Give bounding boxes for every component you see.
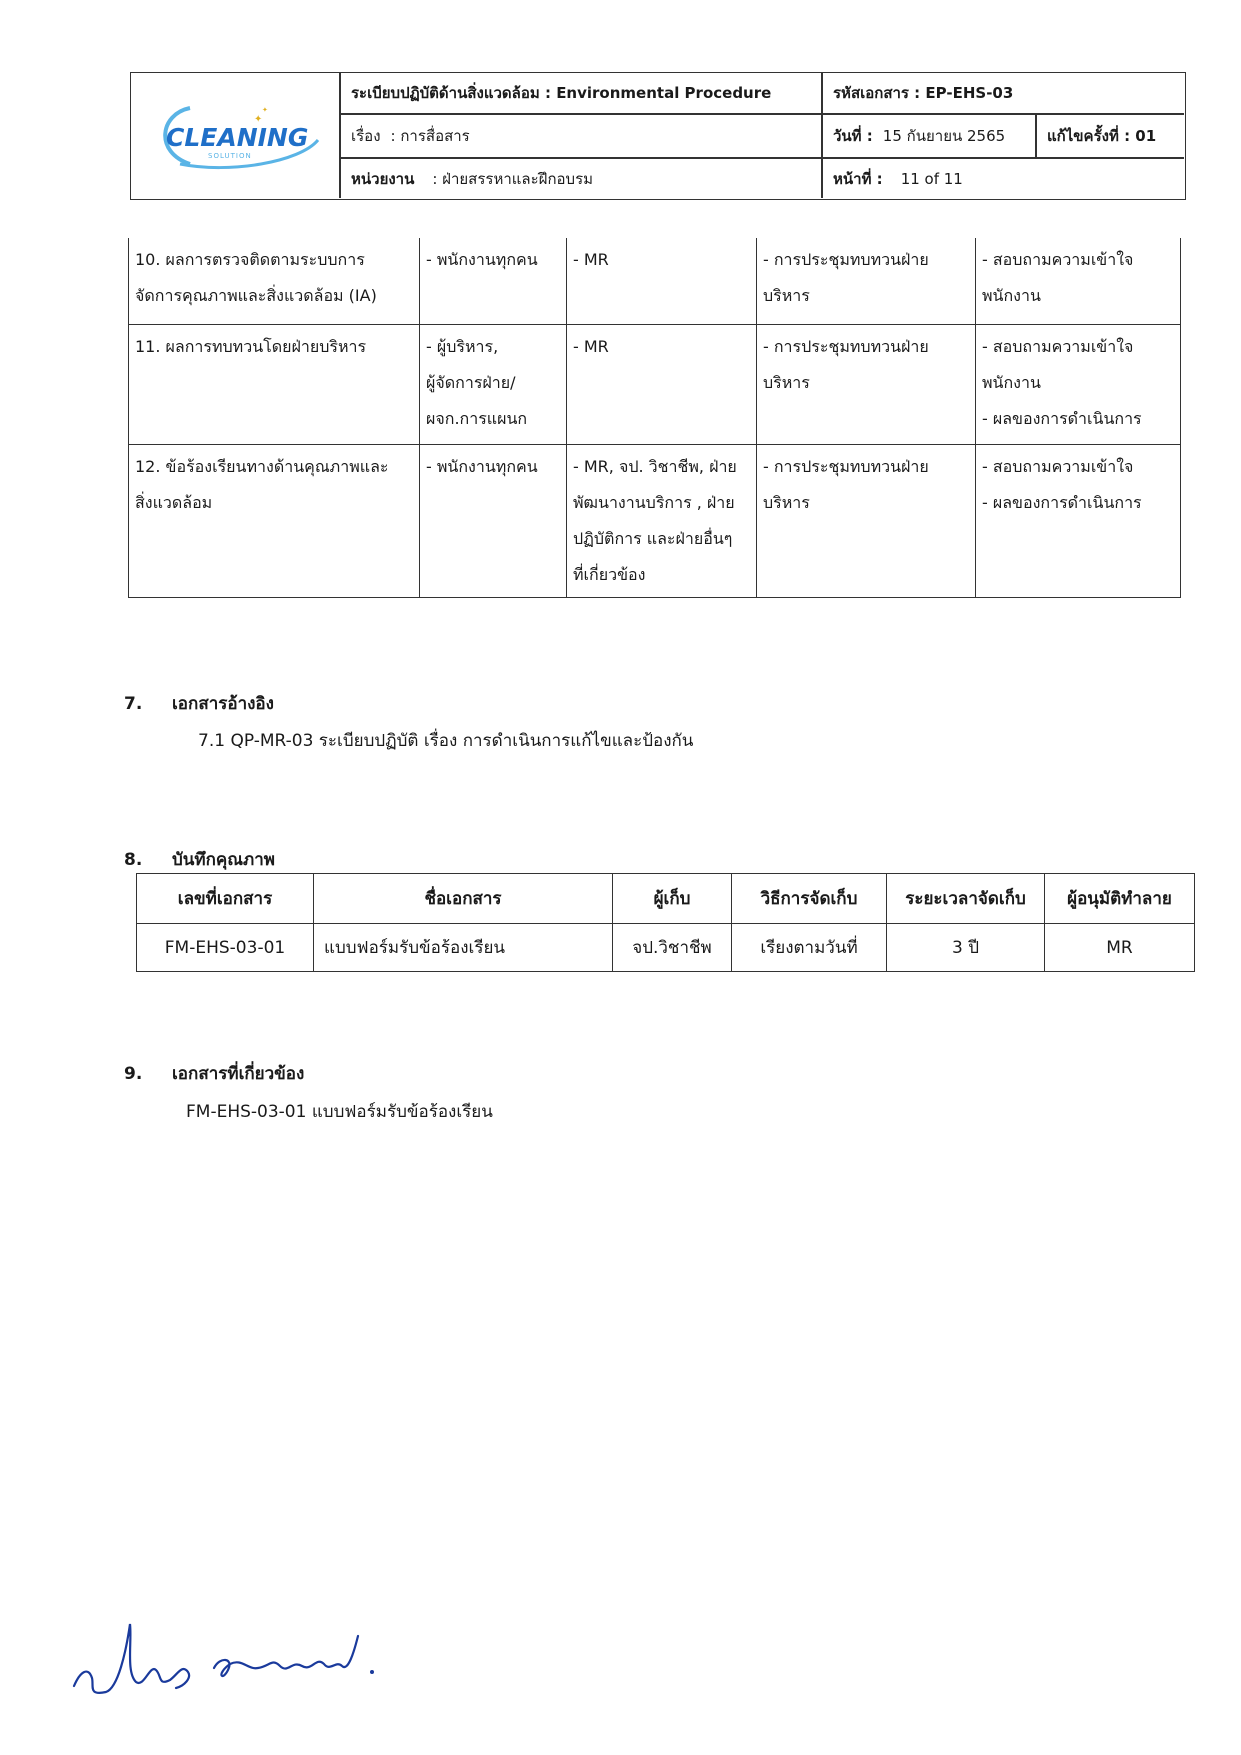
cell-channel: [757, 444, 976, 597]
cell-topic: [129, 444, 420, 597]
subject-value: : การสื่อสาร: [390, 127, 470, 145]
cell-evaluation: [976, 444, 1181, 597]
cell-line: - สอบถามความเข้าใจ: [982, 336, 1134, 356]
cell-topic: [129, 324, 420, 444]
cell-evaluation: [976, 238, 1181, 324]
table-cell: จป.วิชาชีพ: [613, 924, 732, 972]
logo-wordmark: CLEANING: [166, 123, 309, 152]
department-row: [341, 159, 821, 199]
table-header-row: [137, 874, 1195, 924]
procedure-title: ระเบียบปฏิบัติด้านสิ่งแวดล้อม : Environmental Procedure: [351, 84, 772, 102]
sparkle-icon: ✦: [262, 106, 268, 114]
cell-responsible: [567, 324, 757, 444]
cell-line: - MR: [573, 250, 609, 269]
table-cell: แบบฟอร์มรับข้อร้องเรียน: [314, 924, 613, 972]
table-row: [129, 324, 1181, 444]
sparkle-icon: ✦: [254, 114, 263, 125]
cell-channel: [757, 238, 976, 324]
cell-line: จัดการคุณภาพและสิ่งแวดล้อม (IA): [135, 286, 377, 305]
logo-subtext: SOLUTION: [208, 152, 252, 160]
cell-line: 11. ผลการทบทวนโดยฝ่ายบริหาร: [135, 336, 367, 356]
date-value: 15 กันยายน 2565: [882, 127, 1006, 145]
cell-line: - สอบถามความเข้าใจ: [982, 456, 1134, 476]
section-7-heading: [124, 690, 274, 717]
table-cell: เรียงตามวันที่: [732, 924, 887, 972]
cleaning-solution-logo: [150, 100, 325, 172]
cell-audience: [420, 324, 567, 444]
cell-line: ปฏิบัติการ และฝ่ายอื่นๆ: [573, 528, 733, 548]
cell-line: - พนักงานทุกคน: [426, 456, 538, 476]
cell-line: - พนักงานทุกคน: [426, 250, 538, 269]
section-title: เอกสารอ้างอิง: [172, 694, 274, 714]
cell-line: - ผู้บริหาร,: [426, 336, 499, 356]
cell-line: พัฒนางานบริการ , ฝ่าย: [573, 492, 735, 512]
cell-audience: [420, 238, 567, 324]
handwritten-signature: [66, 1612, 386, 1708]
date-label: วันที่ :: [833, 127, 873, 145]
section-9-item: FM-EHS-03-01 แบบฟอร์มรับข้อร้องเรียน: [186, 1102, 493, 1122]
page-value: 11 of 11: [900, 170, 963, 188]
department-value: : ฝ่ายสรรหาและฝึกอบรม: [432, 170, 594, 188]
cell-line: บริหาร: [763, 372, 810, 392]
document-code: รหัสเอกสาร : EP-EHS-03: [833, 84, 1014, 102]
table-row: [137, 924, 1195, 972]
section-title: บันทึกคุณภาพ: [172, 850, 276, 870]
cell-line: ผู้จัดการฝ่าย/: [426, 372, 516, 392]
subject-row: [341, 115, 821, 157]
section-title: เอกสารที่เกี่ยวข้อง: [172, 1064, 305, 1084]
column-header: วิธีการจัดเก็บ: [732, 874, 887, 924]
cell-line: - การประชุมทบทวนฝ่าย: [763, 456, 929, 476]
column-header: ชื่อเอกสาร: [314, 874, 613, 924]
column-header: ผู้เก็บ: [613, 874, 732, 924]
page-row: [823, 159, 1183, 199]
cell-line: - MR: [573, 336, 609, 356]
cell-line: ผจก.การแผนก: [426, 408, 528, 428]
cell-line: - การประชุมทบทวนฝ่าย: [763, 336, 929, 356]
cell-line: - ผลของการดำเนินการ: [982, 492, 1142, 512]
section-number: 7.: [124, 694, 143, 714]
cell-line: - ผลของการดำเนินการ: [982, 408, 1142, 428]
communication-table: [128, 238, 1181, 598]
cell-responsible: [567, 238, 757, 324]
section-7-item: 7.1 QP-MR-03 ระเบียบปฏิบัติ เรื่อง การดำเนินการแก้ไขและป้องกัน: [198, 731, 694, 751]
section-number: 8.: [124, 850, 143, 870]
page-label: หน้าที่ :: [833, 170, 883, 188]
cell-responsible: [567, 444, 757, 597]
section-number: 9.: [124, 1064, 143, 1084]
date-row: [823, 115, 1035, 157]
department-label: หน่วยงาน: [351, 170, 415, 188]
cell-line: - สอบถามความเข้าใจ: [982, 250, 1134, 269]
cell-line: - MR, จป. วิชาชีพ, ฝ่าย: [573, 456, 737, 476]
cell-line: บริหาร: [763, 286, 810, 305]
cell-line: พนักงาน: [982, 286, 1041, 305]
table-cell: FM-EHS-03-01: [137, 924, 314, 972]
cell-audience: [420, 444, 567, 597]
section-9-heading: [124, 1060, 304, 1087]
cell-line: 12. ข้อร้องเรียนทางด้านคุณภาพและ: [135, 456, 389, 476]
subject-label: เรื่อง: [351, 127, 381, 145]
revision-number: แก้ไขครั้งที่ : 01: [1047, 127, 1157, 145]
cell-line: ที่เกี่ยวข้อง: [573, 564, 646, 584]
cell-line: 10. ผลการตรวจติดตามระบบการ: [135, 250, 365, 269]
cell-line: - การประชุมทบทวนฝ่าย: [763, 250, 929, 269]
cell-line: สิ่งแวดล้อม: [135, 492, 213, 512]
quality-records-table: [136, 873, 1195, 972]
table-cell: MR: [1045, 924, 1195, 972]
cell-evaluation: [976, 324, 1181, 444]
table-row: [129, 444, 1181, 597]
table-row: [129, 238, 1181, 324]
column-header: ระยะเวลาจัดเก็บ: [887, 874, 1045, 924]
cell-channel: [757, 324, 976, 444]
table-cell: 3 ปี: [887, 924, 1045, 972]
cell-topic: [129, 238, 420, 324]
cell-line: พนักงาน: [982, 372, 1041, 392]
section-8-heading: [124, 846, 275, 873]
cell-line: บริหาร: [763, 492, 810, 512]
column-header: ผู้อนุมัติทำลาย: [1045, 874, 1195, 924]
column-header: เลขที่เอกสาร: [137, 874, 314, 924]
